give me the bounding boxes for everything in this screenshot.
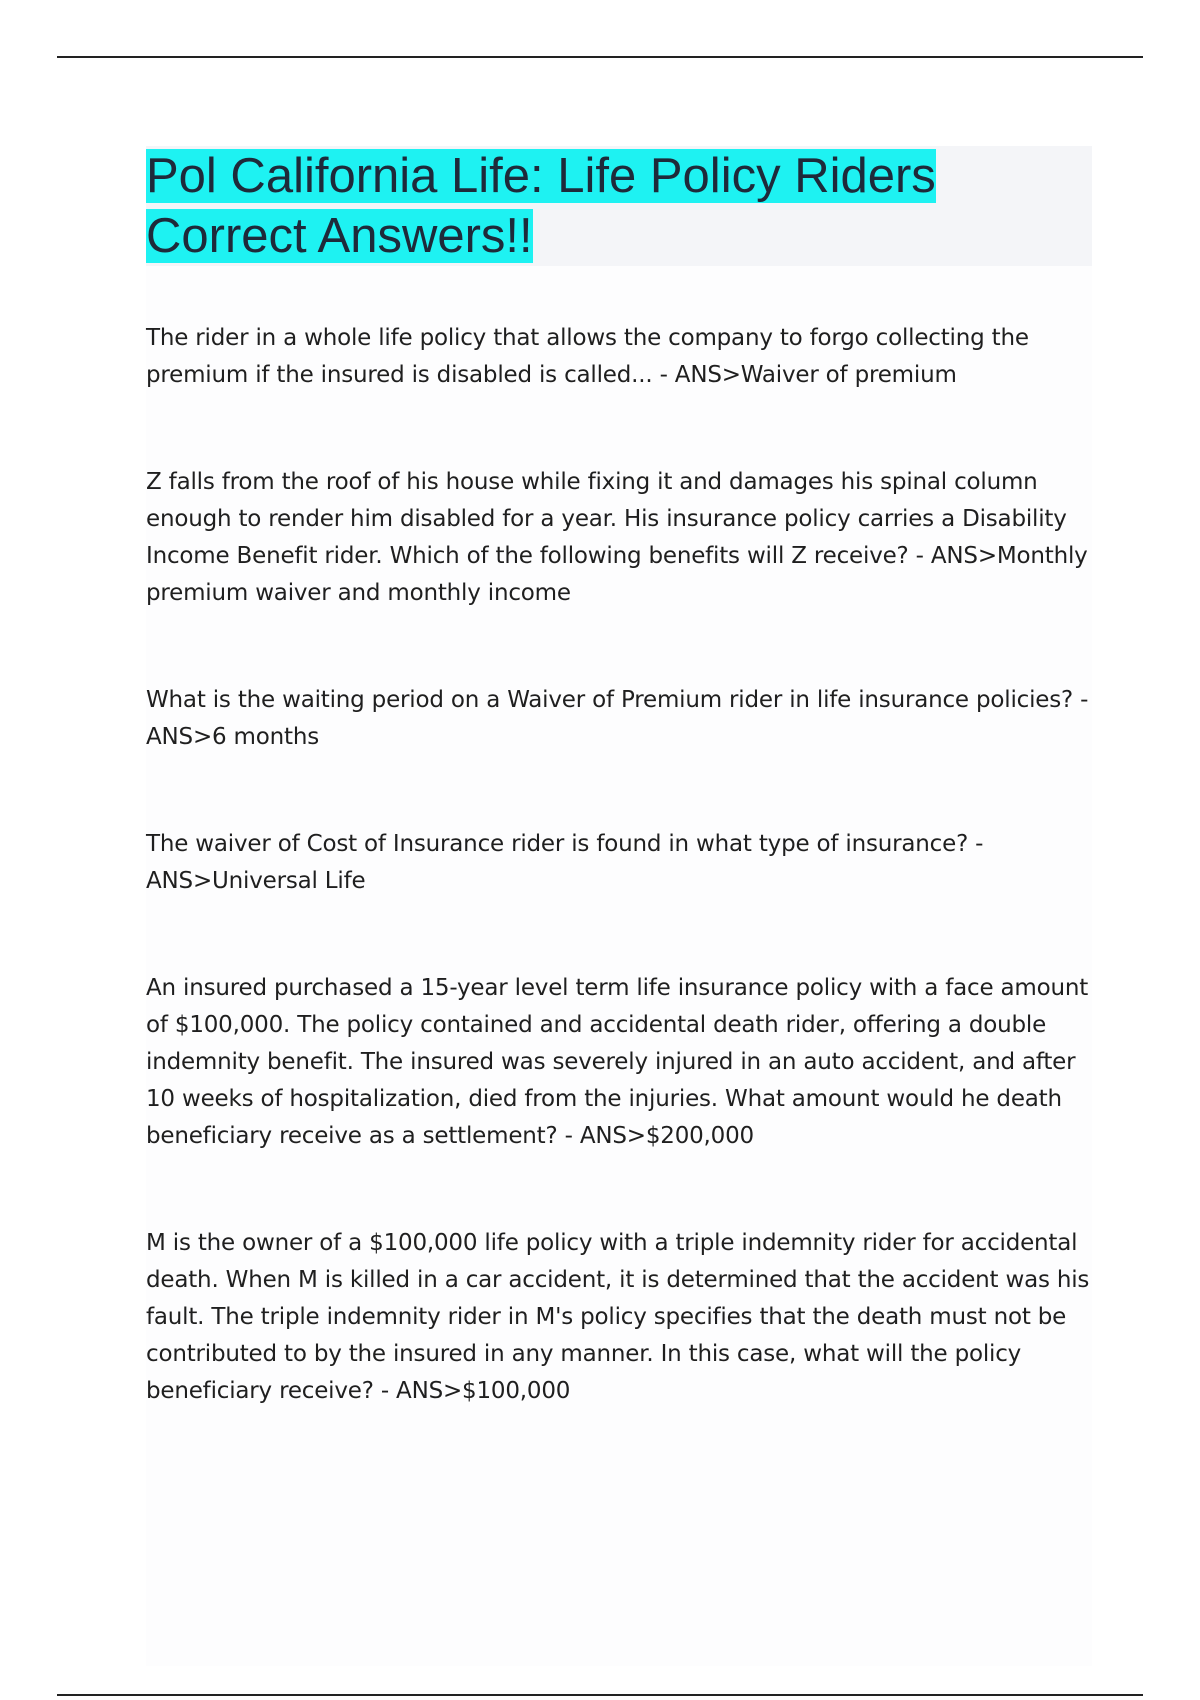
- qa-item: M is the owner of a $100,000 life policy with a triple indemnity rider for accidental death. When M is killed in a car accident, it is determined that the accident was his fault. The triple indemnity rider in M's policy specifies that the death must not be contributed to by the insured in any manner. In this case, what will the policy beneficiary receive? - ANS>$100,000: [146, 1230, 1090, 1404]
- qa-item: The rider in a whole life policy that allows the company to forgo collecting the premium if the insured is disabled is called... - ANS>Waiver of premium: [146, 325, 1029, 388]
- title-highlight: Pol California Life: Life Policy Riders Correct Answers!!: [146, 149, 936, 263]
- top-divider: [57, 56, 1143, 58]
- qa-item: The waiver of Cost of Insurance rider is found in what type of insurance? - ANS>Universal Life: [146, 831, 984, 894]
- document-body: [146, 146, 1092, 1666]
- title-block: [146, 146, 1092, 266]
- qa-list: [146, 320, 1092, 1410]
- bottom-divider: [57, 1694, 1143, 1696]
- qa-item: Z falls from the roof of his house while fixing it and damages his spinal column enough to render him disabled for a year. His insurance policy carries a Disability Income Benefit rider. Which of the following benefits will Z receive? - ANS>Monthly premium waiver and monthly income: [146, 469, 1088, 606]
- document-title: [146, 146, 1006, 266]
- qa-item: An insured purchased a 15-year level term life insurance policy with a face amount of $100,000. The policy contained and accidental death rider, offering a double indemnity benefit. The insured was severely injured in an auto accident, and after 10 weeks of hospitalization, died from the injuries. What amount would he death beneficiary receive as a settlement? - ANS>$200,000: [146, 975, 1089, 1149]
- qa-item: What is the waiting period on a Waiver of Premium rider in life insurance policies? - ANS>6 months: [146, 687, 1089, 750]
